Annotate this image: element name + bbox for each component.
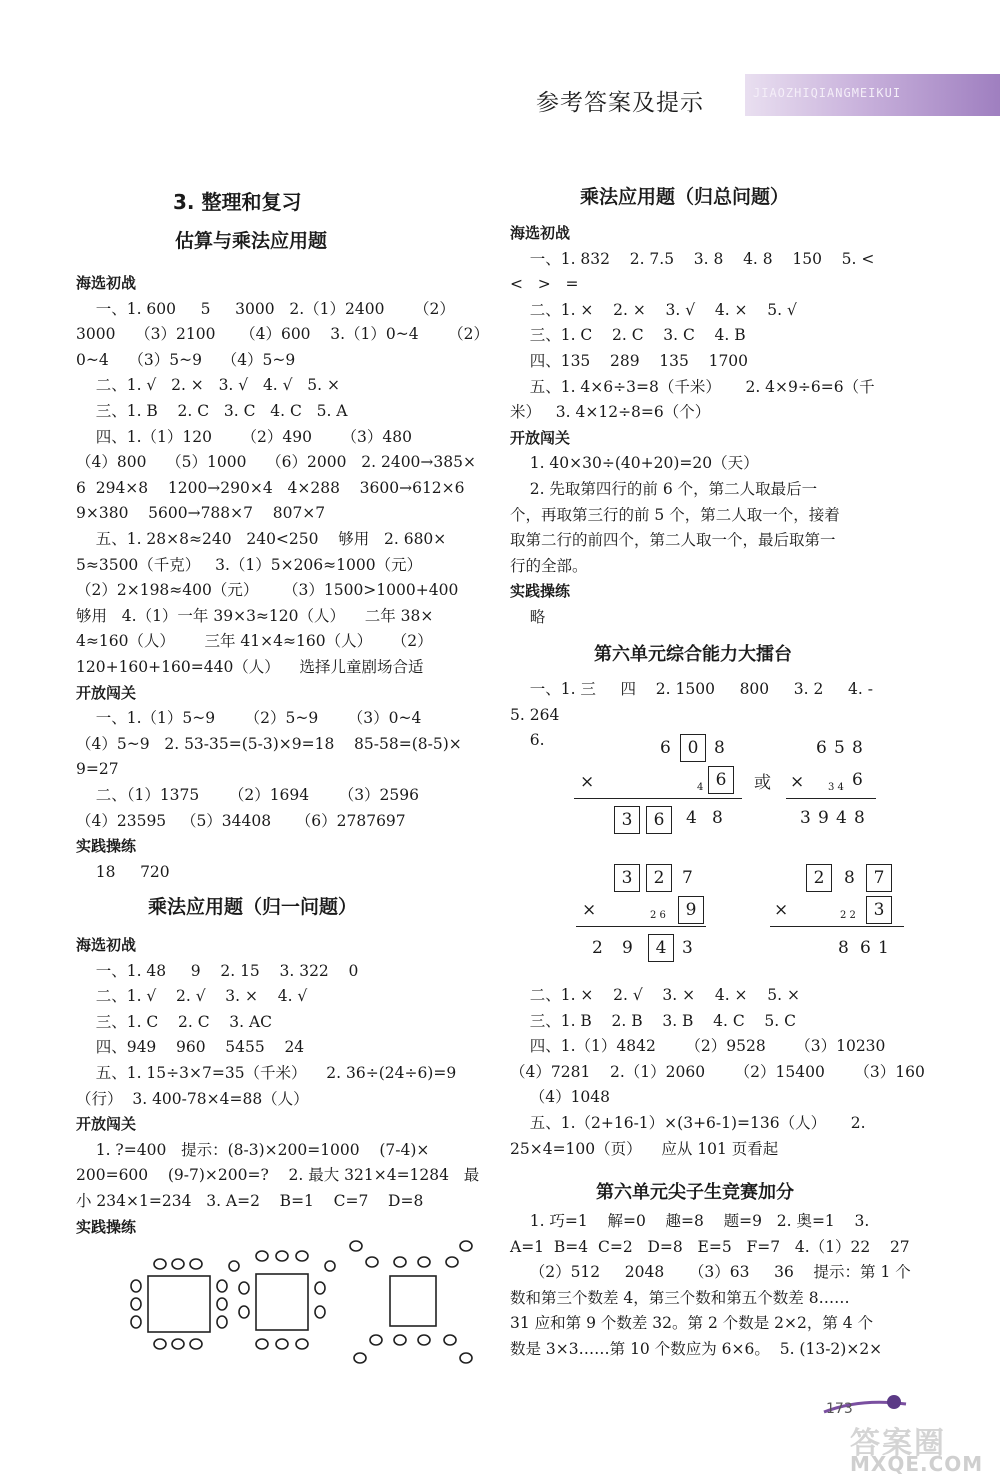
answer-line: 6 294×8 1200→290×4 4×288 3600→612×6 bbox=[76, 478, 465, 497]
answer-line: 行的全部。 bbox=[510, 556, 588, 575]
section-title-unit6-arena: 第六单元综合能力大擂台 bbox=[594, 644, 792, 665]
p2-res-3: 8 bbox=[854, 808, 865, 828]
answer-line: 18 720 bbox=[76, 862, 170, 881]
answer-line: 一、1. 832 2. 7.5 3. 8 4. 8 150 5. < bbox=[510, 249, 875, 268]
p3-res-3: 3 bbox=[682, 938, 693, 958]
p4-times: × bbox=[774, 900, 789, 920]
answer-line: 三、1. C 2. C 3. C 4. B bbox=[510, 326, 746, 345]
p3-times: × bbox=[582, 900, 597, 920]
answer-line: 31 应和第 9 个数差 32。第 2 个数是 2×2，第 4 个 bbox=[510, 1314, 874, 1333]
watermark-url: MXQE.COM bbox=[850, 1452, 984, 1476]
answer-line: 1. 巧=1 解=0 趣=8 题=9 2. 奥=1 3. bbox=[510, 1212, 870, 1230]
p1-carry: 4 bbox=[697, 782, 704, 793]
answer-line: 二、1. √ 2. √ 3. × 4. √ bbox=[76, 987, 308, 1006]
p3-carry: 2 6 bbox=[650, 910, 666, 921]
p1-rule bbox=[574, 798, 742, 799]
answer-line: 二、1. × 2. √ 3. × 4. × 5. × bbox=[510, 986, 800, 1004]
answer-line: 够用 4.（1）一年 39×3≈120（人） 二年 38× bbox=[76, 606, 434, 625]
p4-rule bbox=[770, 926, 904, 927]
p1-res-3: 8 bbox=[712, 808, 723, 828]
answer-line: 二、1. × 2. × 3. √ 4. × 5. √ bbox=[510, 300, 797, 319]
answer-line: 略 bbox=[510, 608, 546, 626]
p1-res-1-box: 6 bbox=[646, 806, 672, 834]
answer-line: 五、1. 4×6÷3=8（千米） 2. 4×9÷6=6（千 bbox=[510, 377, 875, 396]
answer-line: 五、1.（2+16-1）×(3+6-1)=136（人） 2. bbox=[510, 1114, 866, 1132]
figure-square-middle bbox=[229, 1251, 335, 1349]
answer-line: （行） 3. 400-78×4=88（人） bbox=[76, 1089, 309, 1108]
subsection-heading: 实践操练 bbox=[510, 582, 571, 601]
answer-line: 25×4=100（页） 应从 101 页看起 bbox=[510, 1139, 779, 1158]
page-number: 173 bbox=[826, 1401, 853, 1417]
or-label: 或 bbox=[754, 773, 771, 793]
p3-res-2-box: 4 bbox=[648, 934, 674, 962]
answer-line: （4）5~9 2. 53-35=(5-3)×9=18 85-58=(8-5)× bbox=[76, 734, 462, 753]
p2-carry: 3 4 bbox=[828, 782, 844, 793]
answer-line: （2）2×198≈400（元） （3）1500>1000+400 bbox=[76, 581, 459, 600]
answer-line: 三、1. C 2. C 3. AC bbox=[76, 1012, 273, 1031]
p1-res-0-box: 3 bbox=[614, 806, 640, 834]
p2-top-1: 5 bbox=[834, 738, 845, 758]
section-title-unit6-contest: 第六单元尖子生竞赛加分 bbox=[596, 1182, 794, 1203]
answer-line: 4≈160（人） 三年 41×4≈160（人） （2） bbox=[76, 632, 433, 651]
answer-line: 个，再取第三行的前 5 个，第二人取一个，接着 bbox=[510, 505, 840, 524]
watermark-logo: 答案圈 bbox=[850, 1426, 946, 1461]
p3-res-1: 9 bbox=[622, 938, 633, 958]
answer-line: 四、1.（1）4842 （2）9528 （3）10230 bbox=[510, 1037, 886, 1056]
answer-line: 取第二行的前四个，第二人取一个，最后取第一 bbox=[510, 531, 836, 550]
answer-line: 6. bbox=[510, 731, 545, 750]
figure-square-right bbox=[350, 1241, 472, 1363]
p2-res-2: 4 bbox=[836, 808, 847, 828]
answer-line: 5≈3500（千克） 3.（1）5×206≈1000（元） bbox=[76, 555, 423, 574]
p3-top-2: 7 bbox=[682, 868, 693, 888]
subsection-heading: 开放闯关 bbox=[76, 683, 137, 702]
answer-line: 5. 264 bbox=[510, 705, 560, 724]
subsection-heading: 海选初战 bbox=[510, 224, 571, 242]
answer-line: 一、1.（1）5~9 （2）5~9 （3）0~4 bbox=[76, 709, 422, 728]
answer-line: 3000 （3）2100 （4）600 3.（1）0~4 （2） bbox=[76, 325, 490, 344]
section-title-estimation: 估算与乘法应用题 bbox=[175, 230, 328, 252]
answer-line: 五、1. 28×8≈240 240<250 够用 2. 680× bbox=[76, 530, 447, 548]
subsection-heading: 实践操练 bbox=[76, 1217, 137, 1236]
answer-line: < > = bbox=[510, 275, 579, 294]
answer-line: （4）800 （5）1000 （6）2000 2. 2400→385× bbox=[76, 453, 476, 472]
subsection-heading: 开放闯关 bbox=[76, 1115, 137, 1134]
p3-res-0: 2 bbox=[592, 938, 603, 958]
subsection-heading: 开放闯关 bbox=[510, 428, 571, 447]
p4-res-0: 8 bbox=[838, 938, 849, 958]
p2-rule bbox=[786, 798, 876, 799]
answer-line: 一、1. 三 四 2. 1500 800 3. 2 4. - bbox=[510, 680, 873, 698]
p4-mul-box: 3 bbox=[866, 896, 892, 924]
answer-line: 二、1. √ 2. × 3. √ 4. √ 5. × bbox=[76, 376, 341, 395]
p4-top-0-box: 2 bbox=[806, 864, 832, 892]
p2-top-2: 8 bbox=[852, 738, 863, 758]
answer-line: 2. 先取第四行的前 6 个，第二人取最后一 bbox=[510, 480, 818, 498]
p1-res-2: 4 bbox=[686, 808, 697, 828]
subsection-heading: 海选初战 bbox=[76, 274, 137, 292]
answer-line: （2）512 2048 （3）63 36 提示：第 1 个 bbox=[510, 1263, 911, 1282]
p2-times: × bbox=[790, 772, 805, 792]
answer-line: 数和第三个数差 4，第三个数和第五个数差 8…… bbox=[510, 1288, 850, 1307]
answer-line: （4）23595 （5）34408 （6）2787697 bbox=[76, 811, 406, 830]
answer-line: 9=27 bbox=[76, 760, 119, 779]
answer-line: 9×380 5600→788×7 807×7 bbox=[76, 504, 326, 523]
answer-line: 三、1. B 2. C 3. C 4. C 5. A bbox=[76, 402, 348, 420]
section-title-total: 乘法应用题（归总问题） bbox=[580, 186, 790, 208]
page-header-title: 参考答案及提示 bbox=[536, 90, 704, 116]
p2-res-0: 3 bbox=[800, 808, 811, 828]
p3-mul-box: 9 bbox=[678, 896, 704, 924]
answer-line: 四、949 960 5455 24 bbox=[76, 1038, 305, 1057]
answer-line: 四、1.（1）120 （2）490 （3）480 bbox=[76, 427, 412, 446]
p1-top-1-box: 0 bbox=[680, 734, 706, 762]
p1-top-2: 8 bbox=[714, 738, 725, 758]
chapter-title: 3. 整理和复习 bbox=[173, 190, 302, 214]
answer-line: 米） 3. 4×12÷8=6（个） bbox=[510, 403, 711, 422]
p4-top-1: 8 bbox=[844, 868, 855, 888]
p1-times: × bbox=[580, 772, 595, 792]
header-band-text: JIAOZHIQIANGMEIKUI bbox=[753, 86, 902, 100]
p3-rule bbox=[576, 926, 706, 927]
answer-line: 200=600 (9-7)×200=? 2. 最大 321×4=1284 最 bbox=[76, 1166, 480, 1185]
answer-line: 小 234×1=234 3. A=2 B=1 C=7 D=8 bbox=[76, 1192, 424, 1210]
section-title-unitary: 乘法应用题（归一问题） bbox=[148, 896, 358, 918]
seating-figure bbox=[120, 1240, 480, 1390]
answer-line: 一、1. 48 9 2. 15 3. 322 0 bbox=[76, 961, 359, 980]
figure-square-left bbox=[131, 1259, 227, 1349]
answer-line: 数是 3×3……第 10 个数应为 6×6。 5. (13-2)×2× bbox=[510, 1340, 883, 1358]
answer-line: 一、1. 600 5 3000 2.（1）2400 （2） bbox=[76, 299, 455, 318]
p1-mul-box: 6 bbox=[708, 766, 734, 794]
p3-top-1-box: 2 bbox=[646, 864, 672, 892]
p4-top-2-box: 7 bbox=[866, 864, 892, 892]
p4-res-2: 1 bbox=[878, 938, 889, 958]
answer-line: 1. 40×30÷(40+20)=20（天） bbox=[510, 454, 759, 473]
answer-line: 四、135 289 135 1700 bbox=[510, 352, 749, 370]
answer-line: 二、（1）1375 （2）1694 （3）2596 bbox=[76, 786, 420, 804]
answer-line: 五、1. 15÷3×7=35（千米） 2. 36÷(24÷6)=9 bbox=[76, 1064, 457, 1082]
answer-line: 1. ?=400 提示：(8-3)×200=1000 (7-4)× bbox=[76, 1140, 430, 1159]
answer-line: （4）1048 bbox=[510, 1088, 611, 1107]
header-band bbox=[745, 74, 1000, 116]
p1-top-0: 6 bbox=[660, 738, 671, 758]
answer-line: 120+160+160=440（人） 选择儿童剧场合适 bbox=[76, 658, 424, 676]
p4-carry: 2 2 bbox=[840, 910, 856, 921]
p2-mul: 6 bbox=[852, 770, 863, 790]
subsection-heading: 实践操练 bbox=[76, 837, 137, 856]
answer-line: （4）7281 2.（1）2060 （2）15400 （3）160 bbox=[510, 1062, 925, 1081]
answer-line: 三、1. B 2. B 3. B 4. C 5. C bbox=[510, 1011, 797, 1030]
subsection-heading: 海选初战 bbox=[76, 936, 137, 954]
p4-res-1: 6 bbox=[860, 938, 871, 958]
answer-line: 0~4 （3）5~9 （4）5~9 bbox=[76, 350, 296, 369]
p2-top-0: 6 bbox=[816, 738, 827, 758]
p3-top-0-box: 3 bbox=[614, 864, 640, 892]
answer-line: A=1 B=4 C=2 D=8 E=5 F=7 4.（1）22 27 bbox=[510, 1237, 910, 1256]
p2-res-1: 9 bbox=[818, 808, 829, 828]
